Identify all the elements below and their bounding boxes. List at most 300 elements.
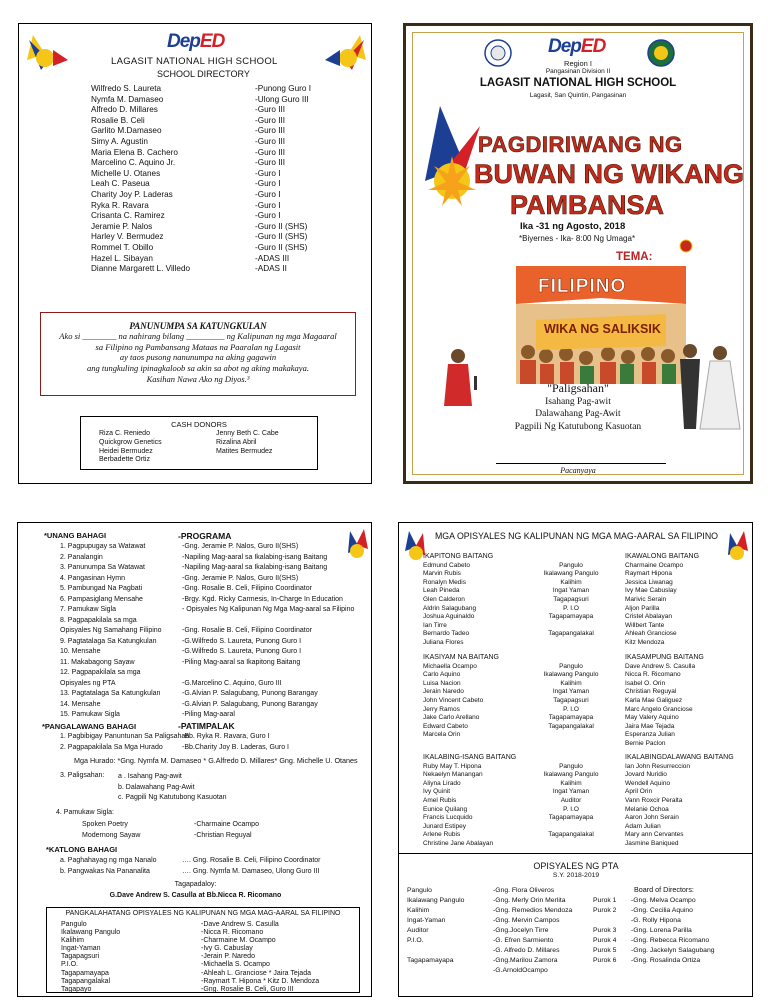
directory-row — [91, 190, 351, 201]
pamukaw-row — [82, 831, 282, 842]
directory-position: -Guro III — [255, 115, 286, 125]
directory-name: Simy A. Agustin — [91, 136, 148, 146]
grade-row — [423, 579, 621, 588]
grade-row — [625, 605, 723, 614]
grade-name: Jaira Mae Tejada — [625, 722, 675, 730]
grade-role: Tagapamayapa — [548, 714, 594, 722]
pta-row — [407, 966, 597, 976]
grade-row — [423, 714, 621, 723]
grade-row — [423, 788, 621, 797]
pamukaw-label: 4. Pamukaw Sigla: — [56, 809, 114, 816]
program-row-label: 5. Pambungad Na Pagbati — [60, 585, 143, 592]
grade-name: Nekaelyn Manangan — [423, 771, 483, 779]
grade-name: Edmund Cabeto — [423, 561, 470, 569]
pta-row — [407, 906, 597, 916]
pta-row-label: Ikalawang Pangulo — [407, 897, 465, 904]
program-row — [60, 668, 370, 679]
directory-name: Marcelino C. Aquino Jr. — [91, 158, 176, 168]
grade-name: Edward Cabeto — [423, 722, 468, 730]
grade-title: IKALABING-ISANG BAITANG — [423, 754, 517, 761]
program-row-value: - Opisyales Ng Kalipunan Ng Mga Mag-aaral sa Filipino — [182, 606, 355, 613]
grade-role: Tagapagsuri — [553, 595, 589, 603]
program-row-label: 11. Makabagong Sayaw — [60, 658, 135, 666]
grade-block — [423, 754, 621, 849]
grade-name: Ivy Quinit — [423, 788, 451, 796]
grade-row — [423, 780, 621, 789]
grade-role: Kalihim — [560, 779, 582, 787]
grade-row — [625, 697, 723, 706]
grade-role: P. I.O — [563, 705, 579, 713]
grade-name: Junard Estipey — [423, 822, 466, 830]
directory-row — [91, 222, 351, 233]
directory-position: -ADAS II — [255, 264, 287, 274]
oath-line: ang tungkuling ipinagkaloob sa akin sa abot ng aking makakaya. — [87, 362, 309, 373]
officer-row-value: -Ivy G. Cabuslay — [201, 945, 253, 953]
officer-row-label: Pangulo — [61, 921, 87, 928]
grade-row — [423, 671, 621, 680]
grade-name: Jasmine Baniqued — [625, 839, 679, 847]
grade-row — [625, 613, 723, 622]
emcee-label: Tagapadaloy: — [174, 881, 217, 888]
program-row-value: -Piling Mag-aaral — [182, 711, 235, 718]
program-row — [60, 563, 370, 574]
grade-row — [625, 639, 723, 648]
board-row-value: -Gng. Rebecca Ricomano — [631, 937, 710, 944]
directory-position: -Guro III — [255, 136, 286, 146]
grade-row — [423, 831, 621, 840]
program-row — [60, 626, 370, 637]
paligsahan-item: b. Dalawahang Pag-Awit — [118, 783, 195, 791]
grade-name: Francis Lucquido — [423, 814, 473, 822]
grade-row — [423, 723, 621, 732]
oath-line: sa Filipino ng Pambansang Mataas na Paaralan ng Lagasit — [95, 341, 301, 352]
directory-name: Rommel T. Obillo — [91, 242, 154, 252]
pta-row-label: Kalihim — [407, 907, 430, 914]
directory-name: Dianne Margarett L. Villedo — [91, 264, 191, 274]
emcee-names: G.Dave Andrew S. Casulla at Bb.Nicca R. Ricomano — [109, 892, 282, 899]
directory-name: Charity Joy P. Laderas — [91, 189, 173, 199]
board-row-label: Purok 5 — [593, 947, 617, 954]
board-row-label: Purok 3 — [593, 927, 617, 934]
directory-row — [91, 148, 351, 159]
program-list — [60, 542, 370, 721]
grade-row — [625, 706, 723, 715]
directory-name: Ryka R. Ravara — [91, 200, 149, 210]
donor-name: Berbadette Ortiz — [99, 456, 150, 464]
directory-name: Rosalie B. Celi — [91, 115, 145, 125]
officer-row — [61, 986, 351, 994]
program-row-label: 15. Pamukaw Sigla — [60, 711, 120, 718]
board-title: Board of Directors: — [634, 885, 694, 894]
part2-row-value: -Bb.Charity Joy B. Laderas, Guro I — [182, 743, 289, 751]
directory-name: Crisanta C. Ramirez — [91, 211, 165, 221]
officer-row — [61, 929, 351, 937]
grade-block — [423, 553, 621, 648]
sun-flag-icon — [23, 30, 78, 78]
grade-row — [423, 840, 621, 849]
grade-row — [625, 723, 723, 732]
grade-title: IKASIYAM NA BAITANG — [423, 654, 499, 661]
grade-name: Raymart Hipona — [625, 570, 672, 578]
grade-name: Carlo Aquino — [423, 671, 461, 679]
grade-row — [625, 663, 723, 672]
directory-row — [91, 95, 351, 106]
directory-name: Nymfa M. Damaseo — [91, 94, 164, 104]
board-row-label: Purok 1 — [593, 897, 617, 904]
grade-name: Ahleah Granciose — [625, 630, 677, 638]
grade-row — [423, 630, 621, 639]
badge-icon — [679, 239, 693, 253]
grade-name: Marivic Serain — [625, 595, 667, 603]
officer-row-label: Tagapagsuri — [61, 953, 100, 961]
officer-row — [61, 953, 351, 961]
program-row-label: 2. Panalangin — [60, 553, 103, 561]
officers-main-title: MGA OPISYALES NG KALIPUNAN NG MGA MAG-AARAL SA FILIPINO — [434, 531, 719, 541]
directory-position: -Guro II (SHS) — [255, 221, 308, 231]
oath-text — [41, 331, 355, 384]
grade-name: Cristel Abalayan — [625, 613, 672, 621]
board-row — [593, 946, 753, 956]
grade-row — [625, 823, 734, 832]
grade-row — [625, 622, 723, 631]
grade-name: Aaron John Serain — [625, 814, 679, 822]
grade-name: Luisa Nacion — [423, 679, 461, 687]
pta-row-value: -G.ArnoldOcampo — [493, 967, 548, 974]
event-date: Ika -31 ng Agosto, 2018 — [520, 221, 626, 232]
grade-row — [625, 579, 723, 588]
program-row-label: Opisyales ng PTA — [60, 679, 116, 687]
grade-row — [625, 780, 734, 789]
pta-row — [407, 896, 597, 906]
part3-row-value: …. Gng. Nymfa M. Damaseo, Ulong Guro III — [182, 867, 320, 875]
contest-item: Dalawahang Pag-Awit — [535, 409, 621, 420]
pta-row-label — [407, 966, 493, 976]
grade-row — [423, 596, 621, 605]
directory-row — [91, 179, 351, 190]
board-row-value: -Gng. Rosalinda Ortiza — [631, 957, 701, 964]
grade-row — [625, 671, 723, 680]
grade-name: Kitz Mendoza — [625, 638, 665, 646]
directory-name: Leah C. Paseua — [91, 179, 150, 189]
board-row-label — [593, 916, 631, 926]
grade-row — [423, 823, 621, 832]
program-row-value: -G.Alvian P. Salagubang, Punong Barangay — [182, 690, 318, 697]
school-name: LAGASIT NATIONAL HIGH SCHOOL — [111, 56, 278, 67]
banner-filipino: FILIPINO — [538, 276, 627, 297]
board-row — [593, 936, 753, 946]
officer-row — [61, 921, 351, 929]
grade-name: Vann Roxcir Peralta — [625, 796, 683, 804]
pta-title: OPISYALES NG PTA — [533, 861, 619, 871]
sign-line — [496, 463, 666, 464]
grade-row — [625, 788, 734, 797]
officer-row — [61, 970, 351, 978]
school-name: LAGASIT NATIONAL HIGH SCHOOL — [479, 77, 677, 89]
program-row-value: -G.Wilfredo S. Laureta, Punong Guro I — [182, 648, 302, 655]
grade-name: Leah Pineda — [423, 587, 460, 595]
officer-row — [61, 937, 351, 945]
grade-role: Ikalawang Pangulo — [543, 771, 599, 779]
grade-title: IKASAMPUNG BAITANG — [625, 654, 704, 661]
pamukaw-list — [82, 820, 282, 841]
donor-name: Heidei Bermudez — [99, 447, 153, 455]
grade-role — [521, 823, 621, 832]
program-row — [60, 595, 370, 606]
grade-row — [423, 706, 621, 715]
directory-row — [91, 105, 351, 116]
program-row-value: -Piling Mag-aaral sa Ikapitong Baitang — [182, 658, 301, 666]
program-row-value: -Gng. Rosalie B. Celi, Filipino Coordinator — [182, 585, 312, 592]
grade-row — [423, 622, 621, 631]
directory-row — [91, 211, 351, 222]
paligsahan-item: c. Pagpili Ng Katutubong Kasuotan — [118, 794, 227, 801]
grade-name: Christian Reguyal — [625, 688, 677, 696]
grade-block — [625, 654, 723, 749]
officer-row-value: -Charmaine M. Ocampo — [201, 937, 276, 945]
part3-row-value: …. Gng. Rosalie B. Celi, Filipino Coordinator — [182, 857, 321, 864]
program-row-value: -Gng. Jeramie P. Nalos, Guro II(SHS) — [182, 574, 299, 582]
event-time: *Biyernes - Ika- 8:00 Ng Umaga* — [519, 234, 636, 243]
panel-invitation-cover — [403, 23, 753, 484]
directory-row — [91, 264, 351, 275]
grade-row — [423, 806, 621, 815]
title-line-2: BUWAN NG WIKANG — [474, 159, 744, 189]
grade-row — [625, 680, 723, 689]
part3-row-label: a. Paghahayag ng mga Nanalo — [60, 857, 157, 864]
grade-row — [423, 613, 621, 622]
grade-row — [625, 771, 734, 780]
program-row — [60, 700, 370, 711]
grade-row — [625, 814, 734, 823]
officer-row-value: -Dave Andrew S. Casulla — [201, 921, 279, 928]
pamukaw-row — [82, 820, 282, 831]
pta-row-label: Tagapamayapa — [407, 957, 454, 964]
program-row-label: 3. Panunumpa Sa Watawat — [60, 564, 145, 571]
grade-role: P. I.O — [563, 805, 579, 813]
pta-row — [407, 916, 597, 926]
panel-school-directory — [18, 23, 372, 484]
grade-role: Ikalawang Pangulo — [543, 570, 599, 578]
board-row — [593, 906, 753, 916]
program-row — [60, 542, 370, 553]
pamukaw-row-value: -Christian Reguyal — [194, 831, 252, 839]
directory-position: -Guro I — [255, 168, 281, 178]
grade-name: Joshua Aguinaldo — [423, 613, 475, 621]
grade-role — [521, 639, 621, 648]
grade-row — [423, 763, 621, 772]
pta-row-label: P.I.O. — [407, 937, 424, 944]
grade-name: Jake Carlo Arellano — [423, 714, 480, 722]
tema-label: TEMA: — [616, 251, 653, 263]
directory-position: -Guro III — [255, 126, 286, 136]
grade-name: Melanie Ochoa — [625, 805, 669, 813]
banner-saliksik: WIKA NG SALIKSIK — [544, 322, 661, 336]
grade-name: April Orin — [625, 788, 653, 796]
grade-name: Juliana Flores — [423, 638, 464, 646]
grade-role: P. I.O — [563, 604, 579, 612]
directory-position: -Guro I — [255, 179, 281, 189]
paligsahan-label: 3. Paligsahan: — [60, 772, 105, 779]
board-row-value: -Gng. Jackelyn Salagubang — [631, 947, 715, 954]
officer-row-label: Ingat-Yaman — [61, 945, 101, 953]
grade-role: Ikalawang Pangulo — [543, 671, 599, 679]
address: Lagasit, San Quintin, Pangasinan — [529, 92, 627, 99]
grade-role: Ingat Yaman — [552, 688, 590, 696]
grade-name: Jessica Liwanag — [625, 578, 673, 586]
board-row — [593, 916, 753, 926]
officer-row-value: -Michaella S. Ocampo — [201, 961, 270, 969]
grade-name: Nicca R. Ricomano — [625, 671, 681, 679]
officer-row-value: -Raymart T. Hipona * Kitz D. Mendoza — [201, 977, 320, 985]
program-row — [60, 584, 370, 595]
pta-row-value: -Gng. Merly Orin Merlita — [493, 897, 566, 904]
panel-program — [17, 522, 372, 997]
directory-row — [91, 84, 351, 95]
part3-label: *KATLONG BAHAGI — [46, 845, 118, 854]
directory-name: Jeramie P. Nalos — [91, 221, 153, 231]
grade-name: John Vincent Cabeto — [423, 696, 484, 704]
board-row-value: -G. Rolly Hipona — [631, 917, 681, 924]
contest-title: "Paligsahan" — [547, 381, 609, 395]
officer-row-value: -Nicca R. Ricomano — [201, 929, 264, 937]
grade-row — [423, 587, 621, 596]
grade-name: Ian John Resurreccion — [625, 762, 691, 770]
program-row-label: Opisyales Ng Samahang Filipino — [60, 627, 162, 634]
program-row-label: 4. Pangasinan Hymn — [60, 574, 125, 582]
board-row-value: -Gng. Cecilia Aquino — [631, 907, 693, 914]
grade-name: Glen Calderon — [423, 595, 465, 603]
part1-label: *UNANG BAHAGI — [44, 531, 107, 540]
grade-name: Isabel O. Orin — [625, 679, 666, 687]
grade-name: Mary ann Cervantes — [625, 831, 684, 839]
grade-block — [625, 553, 723, 648]
patimpalak-label: -PATIMPALAK — [178, 721, 235, 731]
program-row — [60, 658, 370, 669]
donors-title: CASH DONORS — [171, 420, 227, 429]
grade-title: IKAPITONG BAITANG — [423, 553, 494, 560]
grade-role — [521, 731, 621, 740]
grade-row — [625, 714, 723, 723]
deped-logo: DepED — [167, 31, 225, 52]
grade-row — [625, 797, 734, 806]
program-row-value: -G.Wilfredo S. Laureta, Punong Guro I — [182, 637, 302, 645]
board-row-value: -Gng. Lorena Parilla — [631, 927, 692, 934]
directory-row — [91, 158, 351, 169]
board-row — [593, 896, 753, 906]
program-row — [60, 574, 370, 585]
grade-row — [625, 570, 723, 579]
contest-item: Isahang Pag-awit — [545, 397, 611, 407]
program-row — [60, 689, 370, 700]
pta-row-label: Auditor — [407, 927, 429, 934]
directory-row — [91, 254, 351, 265]
directory-name: Hazel L. Sibayan — [91, 253, 153, 263]
grade-name: Marcela Orin — [423, 731, 461, 739]
pta-row — [407, 946, 597, 956]
program-row-value: -Brgy. Kgd. Ricky Carmesis, In-Charge In Education — [182, 595, 343, 603]
grade-role: Kalihim — [560, 578, 582, 586]
pta-row — [407, 956, 597, 966]
panel-officers — [398, 522, 753, 997]
officer-row-label: Kalihim — [61, 937, 84, 945]
paligsahan-list — [118, 772, 227, 804]
board-list — [593, 896, 753, 966]
grade-row — [625, 740, 723, 749]
program-row-label: 9. Pagtatalaga Sa Katungkulan — [60, 637, 157, 645]
grade-name: Jovard Nuridio — [625, 771, 667, 779]
grade-role: Ingat Yaman — [552, 587, 590, 595]
program-row-label: 1. Pagpupugay sa Watawat — [60, 543, 146, 550]
grade-name: Arlene Rubis — [423, 831, 461, 839]
oath-line: Kasihan Nawa Ako ng Diyos.³ — [146, 373, 250, 384]
grade-row — [625, 806, 734, 815]
grade-name: Ivy Mae Cabuslay — [625, 587, 677, 595]
contest-item: Pagpili Ng Katutubong Kasuotan — [514, 421, 642, 432]
grade-row — [423, 562, 621, 571]
pta-row-label: Ingat-Yaman — [407, 917, 446, 924]
board-row — [593, 956, 753, 966]
directory-name: Maria Elena B. Cachero — [91, 147, 178, 157]
grade-name: Christine Jane Abalayan — [423, 839, 494, 847]
program-row-value: -G.Alvian P. Salagubang, Punong Barangay — [182, 700, 318, 708]
pta-box — [399, 853, 753, 997]
board-row-value: -Gng. Melva Ocampo — [631, 897, 696, 904]
pta-row-value: -Gng.Marilou Zamora — [493, 957, 558, 964]
board-row-label: Purok 2 — [593, 907, 617, 914]
part3-row — [60, 867, 370, 878]
part3-row — [60, 856, 370, 867]
donors-right — [216, 430, 279, 456]
grade-row — [423, 663, 621, 672]
pta-row-value: -Gng. Remedios Mendoza — [493, 907, 573, 914]
pamukaw-row-label: Spoken Poetry — [82, 821, 128, 828]
grade-name: Ruby May T. Hipona — [423, 762, 482, 770]
grade-name: Esperanza Julian — [625, 731, 675, 739]
paligsahan-item: a . Isahang Pag-awit — [118, 773, 182, 780]
grade-role — [521, 840, 621, 849]
grade-row — [625, 630, 723, 639]
pta-row-value: -G. Efren Sarmiento — [493, 937, 554, 944]
program-row-label: 13. Pagtatalaga Sa Katungkulan — [60, 690, 161, 697]
donor-name: Rizalina Abril — [216, 438, 257, 446]
grade-name: Charmaine Ocampo — [625, 561, 684, 569]
board-row-label: Purok 6 — [593, 957, 617, 964]
grade-role: Auditor — [560, 796, 582, 804]
part2-row-label: 1. Pagbibigay Panuntunan Sa Paligsahan — [60, 733, 190, 740]
officer-row — [61, 961, 351, 969]
grade-role: Tagapangalakal — [548, 722, 594, 730]
grade-role: Tagapamayapa — [548, 814, 594, 822]
officer-row-value: -Jerain P. Naredo — [201, 953, 255, 961]
oath-title: PANUNUMPA SA KATUNGKULAN — [129, 321, 267, 331]
oath-line: Ako si ________ na nahirang bilang _________ ng Kalipunan ng mga Magaaral — [59, 331, 337, 341]
grade-officers — [399, 545, 753, 845]
theme-illustration — [516, 264, 686, 384]
program-row — [60, 710, 370, 721]
pta-year: S.Y. 2018-2019 — [552, 872, 600, 879]
grade-role: Tagapangalakal — [548, 831, 594, 839]
program-row — [60, 637, 370, 648]
officer-row-value: -Gng. Rosalie B. Celi, Guro III — [201, 985, 294, 993]
grade-name: Jerain Naredo — [423, 688, 464, 696]
program-row-label: 8. Pagpapakilala sa mga — [60, 616, 137, 624]
program-row-value: -Napiling Mag-aaral sa Ikalabing-isang Baitang — [182, 564, 328, 571]
directory-position: -Guro II (SHS) — [255, 232, 308, 242]
pta-row-value: -Gng. Flora Oliveros — [493, 887, 555, 894]
directory-name: Wilfredo S. Laureta — [91, 84, 162, 93]
grade-name: Aldrin Salagubang — [423, 604, 477, 612]
board-row-label: Purok 4 — [593, 937, 617, 944]
